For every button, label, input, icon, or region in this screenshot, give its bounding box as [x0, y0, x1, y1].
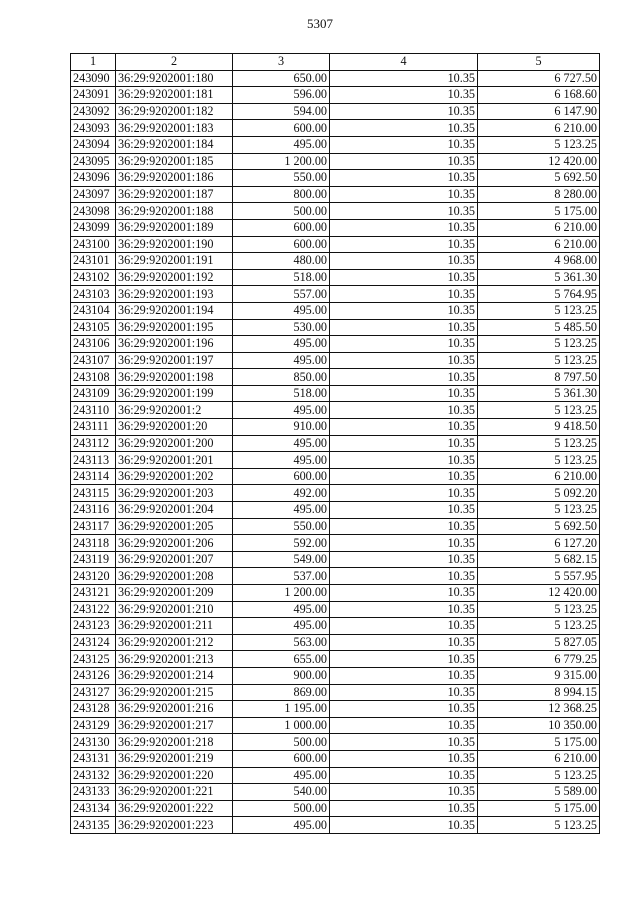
table-cell-col5: 5 589.00 — [478, 784, 600, 801]
table-cell-col4: 10.35 — [330, 800, 478, 817]
table-cell-col2: 36:29:9202001:196 — [116, 336, 233, 353]
table-cell-col5: 5 123.25 — [478, 502, 600, 519]
table-cell-col1: 243135 — [71, 817, 116, 834]
data-table — [70, 53, 600, 834]
table-cell-col1: 243115 — [71, 485, 116, 502]
table-cell-col4: 10.35 — [330, 618, 478, 635]
table-cell-col2: 36:29:9202001:203 — [116, 485, 233, 502]
table-row — [71, 87, 600, 104]
table-row — [71, 468, 600, 485]
table-row — [71, 203, 600, 220]
table-cell-col2: 36:29:9202001:206 — [116, 535, 233, 552]
table-cell-col5: 5 123.25 — [478, 817, 600, 834]
table-cell-col1: 243125 — [71, 651, 116, 668]
table-cell-col1: 243123 — [71, 618, 116, 635]
table-cell-col5: 5 692.50 — [478, 518, 600, 535]
table-cell-col3: 500.00 — [233, 203, 330, 220]
table-row — [71, 634, 600, 651]
table-cell-col3: 557.00 — [233, 286, 330, 303]
table-row — [71, 402, 600, 419]
table-cell-col4: 10.35 — [330, 651, 478, 668]
table-cell-col5: 5 361.30 — [478, 269, 600, 286]
table-cell-col1: 243118 — [71, 535, 116, 552]
table-cell-col4: 10.35 — [330, 601, 478, 618]
table-cell-col3: 600.00 — [233, 236, 330, 253]
table-cell-col4: 10.35 — [330, 302, 478, 319]
table-cell-col3: 850.00 — [233, 369, 330, 386]
table-cell-col5: 9 418.50 — [478, 419, 600, 436]
table-row — [71, 236, 600, 253]
table-row — [71, 352, 600, 369]
table-cell-col5: 5 175.00 — [478, 800, 600, 817]
table-cell-col2: 36:29:9202001:220 — [116, 767, 233, 784]
table-cell-col3: 500.00 — [233, 734, 330, 751]
table-cell-col4: 10.35 — [330, 485, 478, 502]
table-cell-col4: 10.35 — [330, 435, 478, 452]
table-cell-col4: 10.35 — [330, 667, 478, 684]
table-cell-col3: 655.00 — [233, 651, 330, 668]
table-cell-col1: 243124 — [71, 634, 116, 651]
table-cell-col4: 10.35 — [330, 717, 478, 734]
table-cell-col1: 243092 — [71, 103, 116, 120]
table-cell-col3: 550.00 — [233, 170, 330, 187]
table-cell-col4: 10.35 — [330, 170, 478, 187]
table-body — [71, 70, 600, 833]
table-row — [71, 750, 600, 767]
table-cell-col4: 10.35 — [330, 817, 478, 834]
table-cell-col4: 10.35 — [330, 253, 478, 270]
table-cell-col5: 6 779.25 — [478, 651, 600, 668]
table-cell-col3: 1 200.00 — [233, 153, 330, 170]
table-row — [71, 601, 600, 618]
table-row — [71, 269, 600, 286]
table-row — [71, 419, 600, 436]
table-row — [71, 120, 600, 137]
table-row — [71, 369, 600, 386]
table-cell-col4: 10.35 — [330, 87, 478, 104]
table-cell-col3: 600.00 — [233, 468, 330, 485]
table-cell-col3: 596.00 — [233, 87, 330, 104]
table-cell-col1: 243121 — [71, 585, 116, 602]
table-cell-col2: 36:29:9202001:181 — [116, 87, 233, 104]
table-cell-col1: 243128 — [71, 701, 116, 718]
table-row — [71, 103, 600, 120]
table-cell-col3: 900.00 — [233, 667, 330, 684]
table-cell-col3: 563.00 — [233, 634, 330, 651]
table-cell-col3: 540.00 — [233, 784, 330, 801]
table-cell-col1: 243111 — [71, 419, 116, 436]
table-cell-col4: 10.35 — [330, 551, 478, 568]
column-header-4: 4 — [330, 54, 478, 71]
table-row — [71, 385, 600, 402]
table-cell-col4: 10.35 — [330, 153, 478, 170]
table-cell-col2: 36:29:9202001:209 — [116, 585, 233, 602]
table-cell-col5: 5 123.25 — [478, 601, 600, 618]
table-cell-col2: 36:29:9202001:192 — [116, 269, 233, 286]
table-cell-col1: 243130 — [71, 734, 116, 751]
table-cell-col4: 10.35 — [330, 319, 478, 336]
table-cell-col1: 243119 — [71, 551, 116, 568]
header-row — [71, 54, 600, 71]
table-cell-col2: 36:29:9202001:215 — [116, 684, 233, 701]
table-cell-col1: 243094 — [71, 136, 116, 153]
table-cell-col1: 243127 — [71, 684, 116, 701]
table-cell-col5: 8 280.00 — [478, 186, 600, 203]
table-cell-col5: 6 210.00 — [478, 750, 600, 767]
table-cell-col2: 36:29:9202001:195 — [116, 319, 233, 336]
table-cell-col4: 10.35 — [330, 452, 478, 469]
table-cell-col5: 5 557.95 — [478, 568, 600, 585]
table-cell-col1: 243114 — [71, 468, 116, 485]
table-cell-col2: 36:29:9202001:183 — [116, 120, 233, 137]
table-row — [71, 502, 600, 519]
column-header-2: 2 — [116, 54, 233, 71]
table-row — [71, 651, 600, 668]
table-row — [71, 535, 600, 552]
table-cell-col2: 36:29:9202001:207 — [116, 551, 233, 568]
table-cell-col2: 36:29:9202001:188 — [116, 203, 233, 220]
table-row — [71, 219, 600, 236]
table-cell-col3: 550.00 — [233, 518, 330, 535]
table-cell-col5: 5 123.25 — [478, 452, 600, 469]
table-cell-col4: 10.35 — [330, 70, 478, 87]
table-cell-col2: 36:29:9202001:189 — [116, 219, 233, 236]
table-cell-col4: 10.35 — [330, 103, 478, 120]
table-cell-col5: 5 123.25 — [478, 336, 600, 353]
table-row — [71, 452, 600, 469]
table-cell-col1: 243106 — [71, 336, 116, 353]
table-cell-col5: 12 368.25 — [478, 701, 600, 718]
table-cell-col5: 4 968.00 — [478, 253, 600, 270]
table-cell-col3: 1 200.00 — [233, 585, 330, 602]
table-cell-col1: 243132 — [71, 767, 116, 784]
table-cell-col5: 6 210.00 — [478, 219, 600, 236]
table-cell-col1: 243113 — [71, 452, 116, 469]
table-cell-col5: 10 350.00 — [478, 717, 600, 734]
table-cell-col4: 10.35 — [330, 684, 478, 701]
table-cell-col4: 10.35 — [330, 750, 478, 767]
table-cell-col5: 6 210.00 — [478, 236, 600, 253]
table-row — [71, 585, 600, 602]
table-cell-col5: 6 127.20 — [478, 535, 600, 552]
table-cell-col4: 10.35 — [330, 585, 478, 602]
column-header-5: 5 — [478, 54, 600, 71]
table-row — [71, 319, 600, 336]
table-cell-col3: 518.00 — [233, 385, 330, 402]
table-cell-col3: 495.00 — [233, 452, 330, 469]
table-cell-col2: 36:29:9202001:217 — [116, 717, 233, 734]
table-cell-col5: 5 175.00 — [478, 203, 600, 220]
table-cell-col4: 10.35 — [330, 784, 478, 801]
table-cell-col4: 10.35 — [330, 701, 478, 718]
table-row — [71, 286, 600, 303]
column-header-3: 3 — [233, 54, 330, 71]
table-row — [71, 485, 600, 502]
table-cell-col1: 243129 — [71, 717, 116, 734]
table-cell-col2: 36:29:9202001:20 — [116, 419, 233, 436]
table-cell-col3: 1 000.00 — [233, 717, 330, 734]
table-cell-col2: 36:29:9202001:205 — [116, 518, 233, 535]
table-cell-col3: 869.00 — [233, 684, 330, 701]
table-cell-col1: 243120 — [71, 568, 116, 585]
table-cell-col3: 530.00 — [233, 319, 330, 336]
table-cell-col5: 8 797.50 — [478, 369, 600, 386]
table-cell-col2: 36:29:9202001:190 — [116, 236, 233, 253]
table-cell-col5: 5 092.20 — [478, 485, 600, 502]
table-cell-col3: 495.00 — [233, 352, 330, 369]
table-cell-col1: 243100 — [71, 236, 116, 253]
table-cell-col5: 5 123.25 — [478, 352, 600, 369]
table-cell-col2: 36:29:9202001:213 — [116, 651, 233, 668]
table-cell-col5: 8 994.15 — [478, 684, 600, 701]
table-cell-col1: 243110 — [71, 402, 116, 419]
table-cell-col2: 36:29:9202001:208 — [116, 568, 233, 585]
table-cell-col4: 10.35 — [330, 203, 478, 220]
table-cell-col2: 36:29:9202001:222 — [116, 800, 233, 817]
table-row — [71, 701, 600, 718]
table-row — [71, 136, 600, 153]
table-cell-col1: 243103 — [71, 286, 116, 303]
table-cell-col5: 5 682.15 — [478, 551, 600, 568]
table-cell-col4: 10.35 — [330, 352, 478, 369]
table-row — [71, 767, 600, 784]
table-cell-col1: 243096 — [71, 170, 116, 187]
table-cell-col4: 10.35 — [330, 502, 478, 519]
table-cell-col2: 36:29:9202001:216 — [116, 701, 233, 718]
table-cell-col2: 36:29:9202001:204 — [116, 502, 233, 519]
table-cell-col5: 5 692.50 — [478, 170, 600, 187]
table-cell-col1: 243126 — [71, 667, 116, 684]
table-cell-col3: 495.00 — [233, 136, 330, 153]
table-cell-col4: 10.35 — [330, 767, 478, 784]
table-cell-col4: 10.35 — [330, 402, 478, 419]
table-cell-col5: 5 123.25 — [478, 302, 600, 319]
table-cell-col4: 10.35 — [330, 568, 478, 585]
table-cell-col1: 243109 — [71, 385, 116, 402]
table-cell-col1: 243107 — [71, 352, 116, 369]
table-cell-col3: 500.00 — [233, 800, 330, 817]
table-cell-col1: 243099 — [71, 219, 116, 236]
table-row — [71, 717, 600, 734]
table-cell-col2: 36:29:9202001:180 — [116, 70, 233, 87]
table-header — [71, 54, 600, 71]
table-cell-col2: 36:29:9202001:218 — [116, 734, 233, 751]
table-cell-col3: 492.00 — [233, 485, 330, 502]
table-cell-col3: 594.00 — [233, 103, 330, 120]
table-cell-col3: 495.00 — [233, 502, 330, 519]
table-cell-col3: 495.00 — [233, 601, 330, 618]
table-cell-col2: 36:29:9202001:211 — [116, 618, 233, 635]
table-cell-col3: 537.00 — [233, 568, 330, 585]
table-cell-col2: 36:29:9202001:185 — [116, 153, 233, 170]
table-cell-col2: 36:29:9202001:210 — [116, 601, 233, 618]
table-row — [71, 518, 600, 535]
table-cell-col3: 495.00 — [233, 817, 330, 834]
table-cell-col1: 243116 — [71, 502, 116, 519]
table-cell-col5: 6 727.50 — [478, 70, 600, 87]
table-cell-col2: 36:29:9202001:200 — [116, 435, 233, 452]
table-cell-col3: 549.00 — [233, 551, 330, 568]
table-cell-col2: 36:29:9202001:199 — [116, 385, 233, 402]
table-cell-col2: 36:29:9202001:2 — [116, 402, 233, 419]
table-cell-col2: 36:29:9202001:187 — [116, 186, 233, 203]
table-cell-col3: 800.00 — [233, 186, 330, 203]
table-cell-col3: 592.00 — [233, 535, 330, 552]
table-row — [71, 667, 600, 684]
table-cell-col3: 495.00 — [233, 767, 330, 784]
table-cell-col3: 600.00 — [233, 750, 330, 767]
table-row — [71, 551, 600, 568]
table-cell-col4: 10.35 — [330, 468, 478, 485]
table-cell-col5: 6 210.00 — [478, 468, 600, 485]
table-cell-col3: 495.00 — [233, 336, 330, 353]
table-row — [71, 253, 600, 270]
table-cell-col1: 243105 — [71, 319, 116, 336]
table-cell-col1: 243102 — [71, 269, 116, 286]
table-cell-col1: 243134 — [71, 800, 116, 817]
table-row — [71, 784, 600, 801]
table-cell-col5: 6 147.90 — [478, 103, 600, 120]
table-cell-col2: 36:29:9202001:194 — [116, 302, 233, 319]
table-cell-col5: 5 485.50 — [478, 319, 600, 336]
table-row — [71, 800, 600, 817]
table-cell-col5: 12 420.00 — [478, 585, 600, 602]
table-cell-col2: 36:29:9202001:223 — [116, 817, 233, 834]
table-cell-col4: 10.35 — [330, 419, 478, 436]
table-cell-col5: 6 168.60 — [478, 87, 600, 104]
table-cell-col5: 5 175.00 — [478, 734, 600, 751]
table-cell-col1: 243108 — [71, 369, 116, 386]
table-cell-col2: 36:29:9202001:186 — [116, 170, 233, 187]
table-cell-col5: 6 210.00 — [478, 120, 600, 137]
table-cell-col4: 10.35 — [330, 535, 478, 552]
table-cell-col4: 10.35 — [330, 385, 478, 402]
table-cell-col2: 36:29:9202001:221 — [116, 784, 233, 801]
table-cell-col1: 243090 — [71, 70, 116, 87]
table-cell-col4: 10.35 — [330, 236, 478, 253]
table-cell-col4: 10.35 — [330, 634, 478, 651]
table-cell-col4: 10.35 — [330, 136, 478, 153]
table-cell-col3: 495.00 — [233, 402, 330, 419]
table-cell-col3: 518.00 — [233, 269, 330, 286]
table-cell-col3: 480.00 — [233, 253, 330, 270]
table-cell-col1: 243091 — [71, 87, 116, 104]
table-row — [71, 70, 600, 87]
table-cell-col5: 5 123.25 — [478, 402, 600, 419]
table-row — [71, 568, 600, 585]
table-cell-col3: 910.00 — [233, 419, 330, 436]
table-cell-col5: 5 361.30 — [478, 385, 600, 402]
table-cell-col3: 600.00 — [233, 120, 330, 137]
table-cell-col2: 36:29:9202001:191 — [116, 253, 233, 270]
table-cell-col4: 10.35 — [330, 186, 478, 203]
table-cell-col4: 10.35 — [330, 286, 478, 303]
table-cell-col3: 1 195.00 — [233, 701, 330, 718]
table-cell-col1: 243093 — [71, 120, 116, 137]
table-row — [71, 302, 600, 319]
table-cell-col2: 36:29:9202001:193 — [116, 286, 233, 303]
table-row — [71, 186, 600, 203]
table-cell-col2: 36:29:9202001:202 — [116, 468, 233, 485]
table-row — [71, 170, 600, 187]
table-cell-col1: 243131 — [71, 750, 116, 767]
table-cell-col5: 5 123.25 — [478, 435, 600, 452]
table-cell-col5: 5 764.95 — [478, 286, 600, 303]
table-row — [71, 734, 600, 751]
table-cell-col3: 495.00 — [233, 435, 330, 452]
table-cell-col3: 495.00 — [233, 618, 330, 635]
table-cell-col1: 243098 — [71, 203, 116, 220]
table-cell-col2: 36:29:9202001:219 — [116, 750, 233, 767]
table-cell-col5: 12 420.00 — [478, 153, 600, 170]
column-header-1: 1 — [71, 54, 116, 71]
table-cell-col5: 9 315.00 — [478, 667, 600, 684]
table-cell-col4: 10.35 — [330, 734, 478, 751]
table-row — [71, 153, 600, 170]
table-cell-col5: 5 123.25 — [478, 136, 600, 153]
table-cell-col1: 243101 — [71, 253, 116, 270]
table-cell-col4: 10.35 — [330, 219, 478, 236]
table-cell-col1: 243122 — [71, 601, 116, 618]
table-row — [71, 684, 600, 701]
table-cell-col1: 243112 — [71, 435, 116, 452]
table-cell-col4: 10.35 — [330, 518, 478, 535]
table-cell-col2: 36:29:9202001:197 — [116, 352, 233, 369]
table-cell-col2: 36:29:9202001:198 — [116, 369, 233, 386]
table-cell-col4: 10.35 — [330, 269, 478, 286]
table-row — [71, 817, 600, 834]
table-cell-col5: 5 827.05 — [478, 634, 600, 651]
table-cell-col1: 243104 — [71, 302, 116, 319]
table-cell-col4: 10.35 — [330, 120, 478, 137]
table-cell-col2: 36:29:9202001:182 — [116, 103, 233, 120]
table-cell-col2: 36:29:9202001:184 — [116, 136, 233, 153]
table-cell-col5: 5 123.25 — [478, 767, 600, 784]
table-cell-col1: 243095 — [71, 153, 116, 170]
table-cell-col1: 243133 — [71, 784, 116, 801]
table-cell-col3: 495.00 — [233, 302, 330, 319]
table-cell-col1: 243097 — [71, 186, 116, 203]
table-row — [71, 336, 600, 353]
table-cell-col5: 5 123.25 — [478, 618, 600, 635]
table-cell-col2: 36:29:9202001:214 — [116, 667, 233, 684]
table-row — [71, 618, 600, 635]
table-cell-col2: 36:29:9202001:212 — [116, 634, 233, 651]
table-cell-col4: 10.35 — [330, 369, 478, 386]
table-cell-col3: 650.00 — [233, 70, 330, 87]
page-number: 5307 — [307, 16, 333, 31]
table-cell-col3: 600.00 — [233, 219, 330, 236]
table-cell-col1: 243117 — [71, 518, 116, 535]
table-cell-col4: 10.35 — [330, 336, 478, 353]
table-cell-col2: 36:29:9202001:201 — [116, 452, 233, 469]
table-row — [71, 435, 600, 452]
